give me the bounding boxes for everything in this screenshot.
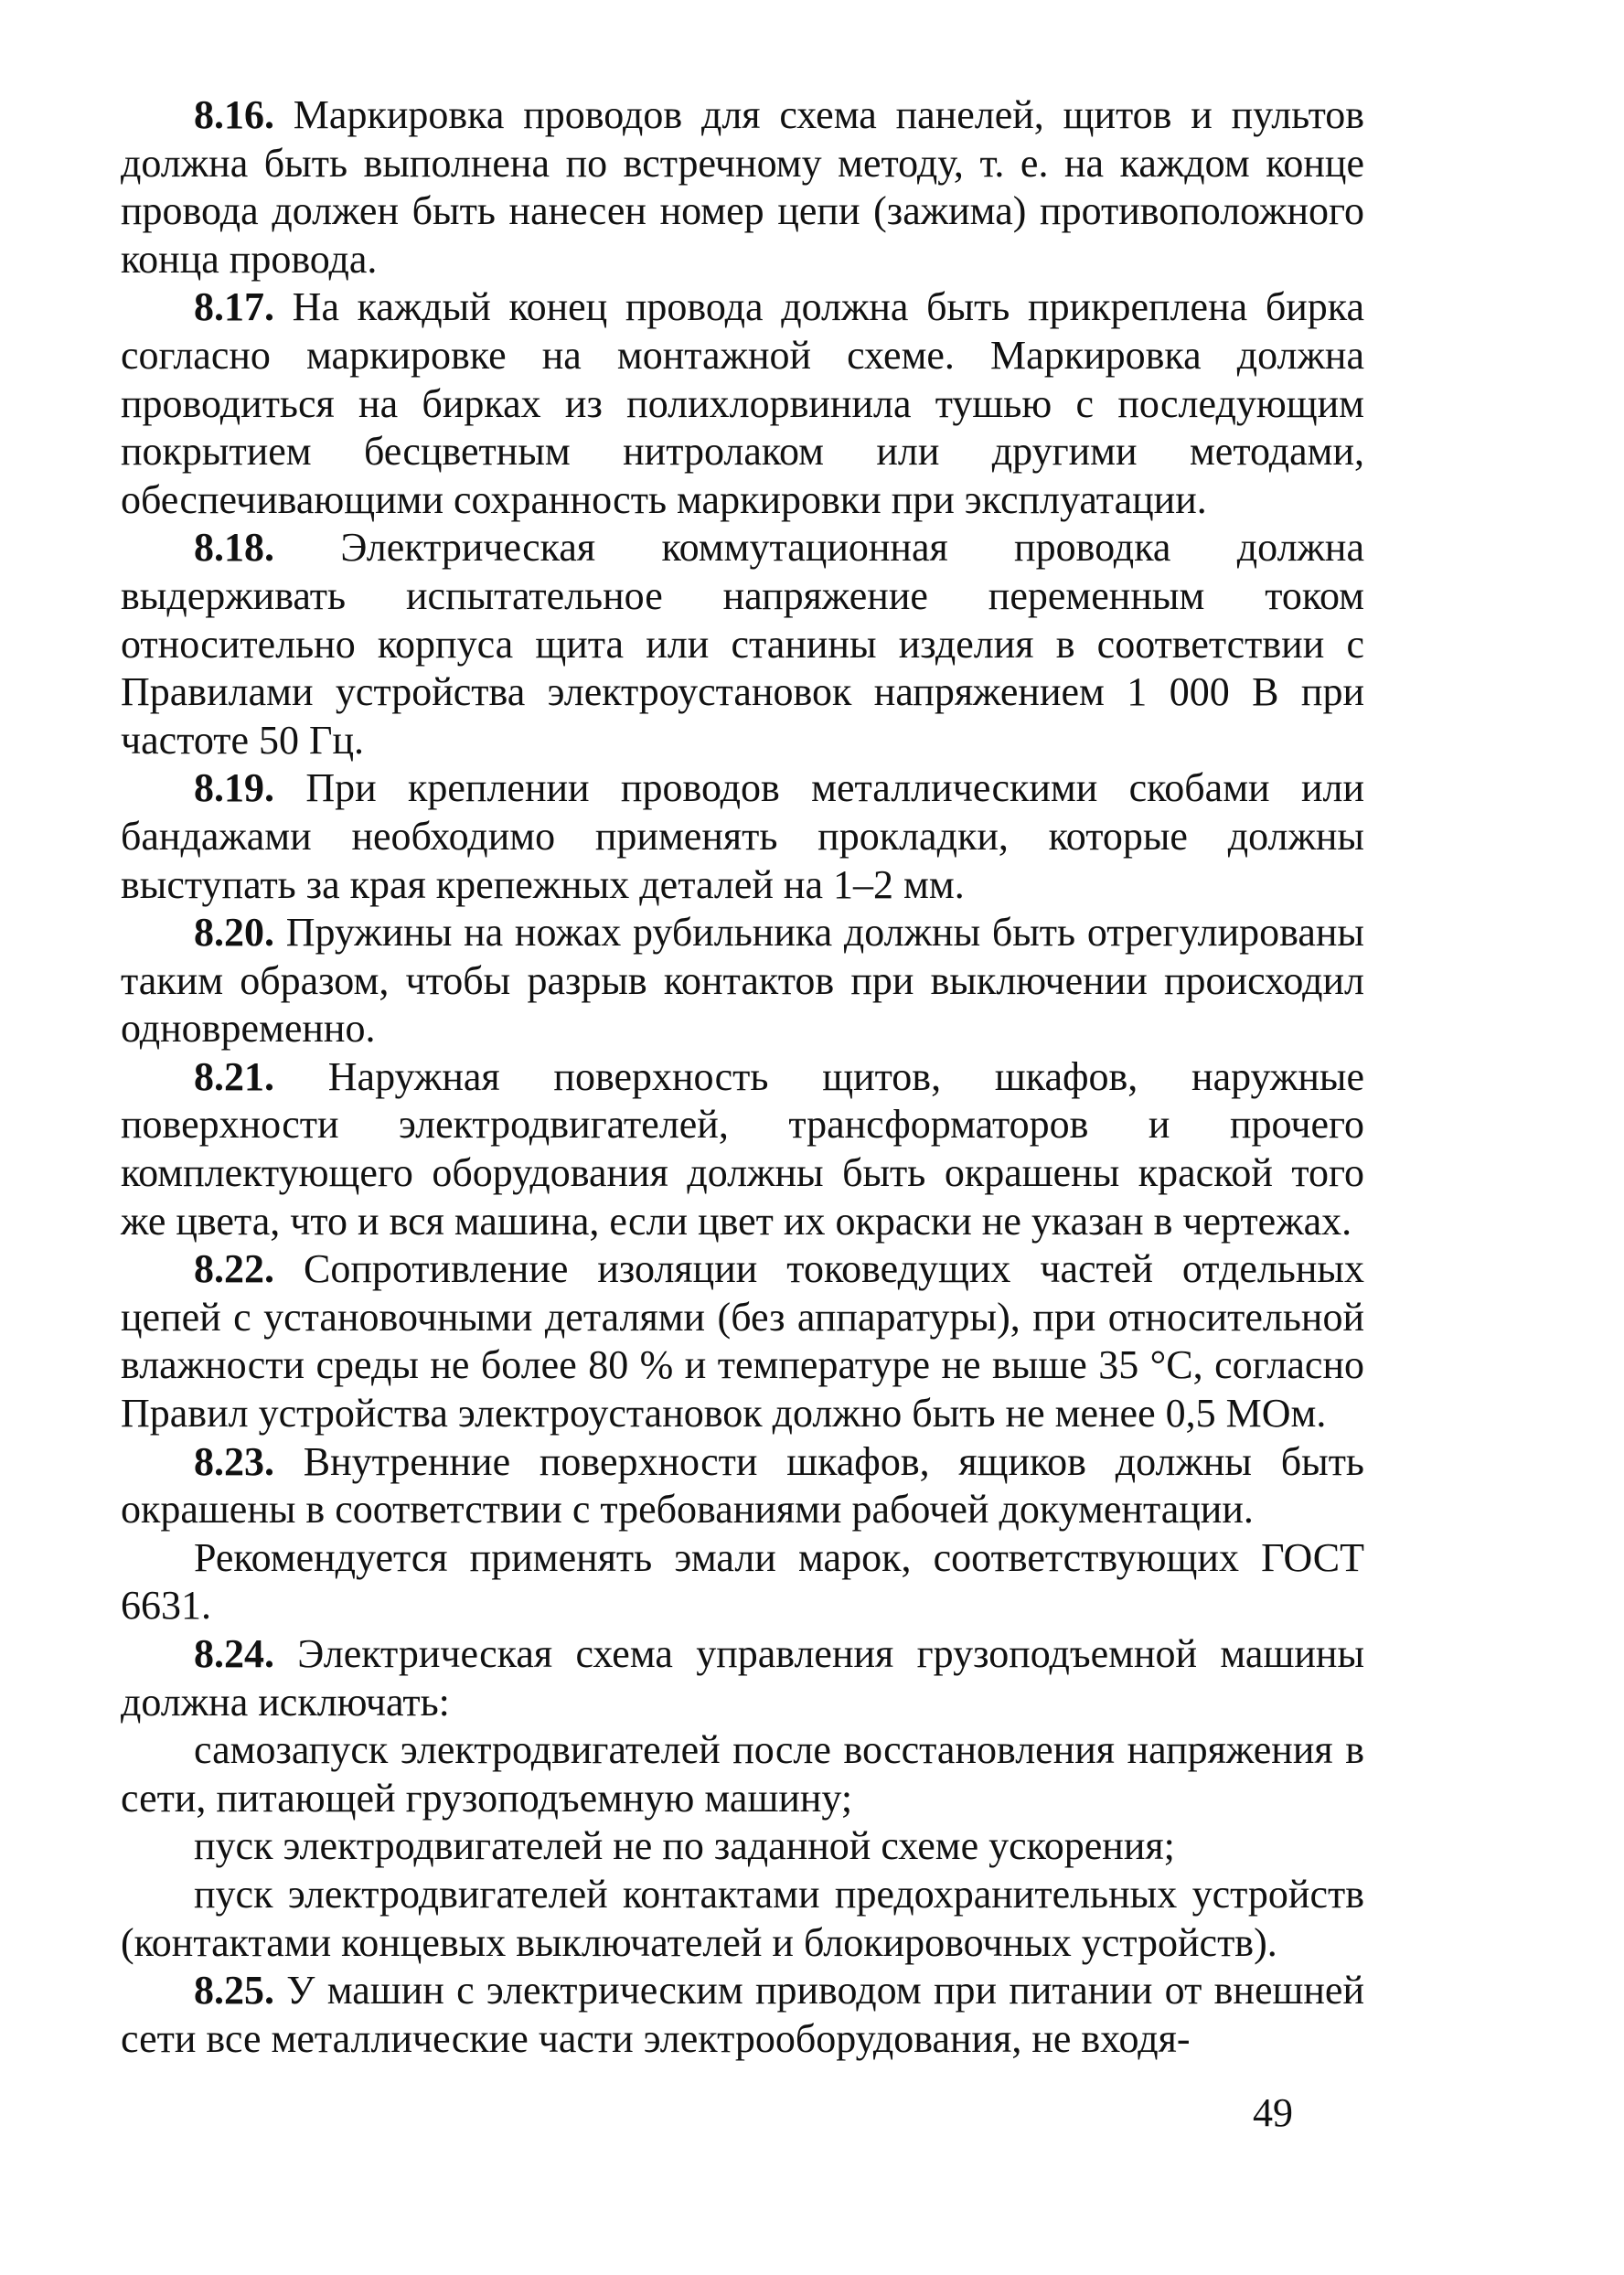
clause-number: 8.20.: [194, 910, 274, 956]
clause-number: 8.17.: [194, 284, 274, 330]
document-body: [121, 91, 1364, 2063]
clause-text: На каждый конец провода должна быть прикреплена бирка согласно маркировке на монтажной схеме. Маркировка должна проводиться на бирках из полихлорвинила тушью с последующим покрытием бесцветным нитролаком или другими методами, обеспечивающими сохранность маркировки при эксплуатации.: [121, 284, 1364, 522]
clause-text: Электрическая коммутационная проводка должна выдерживать испытательное напряжение переменным током относительно корпуса щита или станины изделия в соответствии с Правилами устройства электроустановок напряжением 1 000 В при частоте 50 Гц.: [121, 525, 1364, 763]
clause-text: Электрическая схема управления грузоподъемной машины должна исключать:: [121, 1631, 1364, 1725]
clause-text: Внутренние поверхности шкафов, ящиков должны быть окрашены в соответствии с требованиями рабочей документации.: [121, 1438, 1364, 1533]
page-number: 49: [1253, 2090, 1293, 2135]
paragraph-8-24: [121, 1630, 1364, 1726]
clause-text: Маркировка проводов для схема панелей, щитов и пультов должна быть выполнена по встречному методу, т. е. на каждом конце провода должен быть нанесен номер цепи (зажима) противоположного конца провода.: [121, 92, 1364, 282]
clause-text: самозапуск электродвигателей после восстановления напряжения в сети, питающей грузоподъемную машину;: [121, 1727, 1364, 1821]
paragraph-8-22: [121, 1245, 1364, 1437]
clause-text: У машин с электрическим приводом при питании от внешней сети все металлические части электрооборудования, не входя-: [121, 1968, 1364, 2061]
clause-text: Наружная поверхность щитов, шкафов, наружные поверхности электродвигателей, трансформаторов и прочего комплектующего оборудования должны быть окрашены краской того же цвета, что и вся машина, если цвет их окраски не указан в чертежах.: [121, 1053, 1364, 1244]
paragraph-8-20: [121, 909, 1364, 1053]
paragraph-8-25: [121, 1967, 1364, 2063]
clause-text: При креплении проводов металлическими скобами или бандажами необходимо применять прокладки, которые должны выступать за края крепежных деталей на 1–2 мм.: [121, 765, 1364, 907]
list-item-self-start: [121, 1726, 1364, 1822]
paragraph-8-23: [121, 1438, 1364, 1534]
paragraph-recommendation: [121, 1534, 1364, 1630]
clause-number: 8.16.: [194, 92, 274, 137]
clause-number: 8.23.: [194, 1438, 274, 1484]
list-item-start-contacts: [121, 1871, 1364, 1967]
paragraph-8-19: [121, 764, 1364, 909]
paragraph-8-16: [121, 91, 1364, 283]
list-item-start-scheme: [121, 1822, 1364, 1871]
clause-text: Рекомендуется применять эмали марок, соответствующих ГОСТ 6631.: [121, 1534, 1364, 1629]
clause-number: 8.24.: [194, 1631, 274, 1676]
paragraph-8-17: [121, 283, 1364, 524]
clause-number: 8.25.: [194, 1968, 274, 2013]
clause-text: Сопротивление изоляции токоведущих частей отдельных цепей с установочными деталями (без аппаратуры), при относительной влажности среды не более 80 % и температуре не выше 35 °С, согласно Правил устройства электроустановок должно быть не менее 0,5 МОм.: [121, 1246, 1364, 1437]
paragraph-8-21: [121, 1053, 1364, 1245]
document-page: [121, 91, 1364, 2222]
clause-text: Пружины на ножах рубильника должны быть отрегулированы таким образом, чтобы разрыв контактов при выключении происходил одновременно.: [121, 910, 1364, 1052]
clause-number: 8.22.: [194, 1246, 274, 1292]
clause-number: 8.21.: [194, 1053, 274, 1099]
paragraph-8-18: [121, 524, 1364, 764]
clause-number: 8.19.: [194, 765, 274, 811]
clause-number: 8.18.: [194, 525, 274, 571]
clause-text: пуск электродвигателей контактами предохранительных устройств (контактами концевых выключателей и блокировочных устройств).: [121, 1871, 1364, 1965]
clause-text: пуск электродвигателей не по заданной схеме ускорения;: [194, 1823, 1175, 1869]
